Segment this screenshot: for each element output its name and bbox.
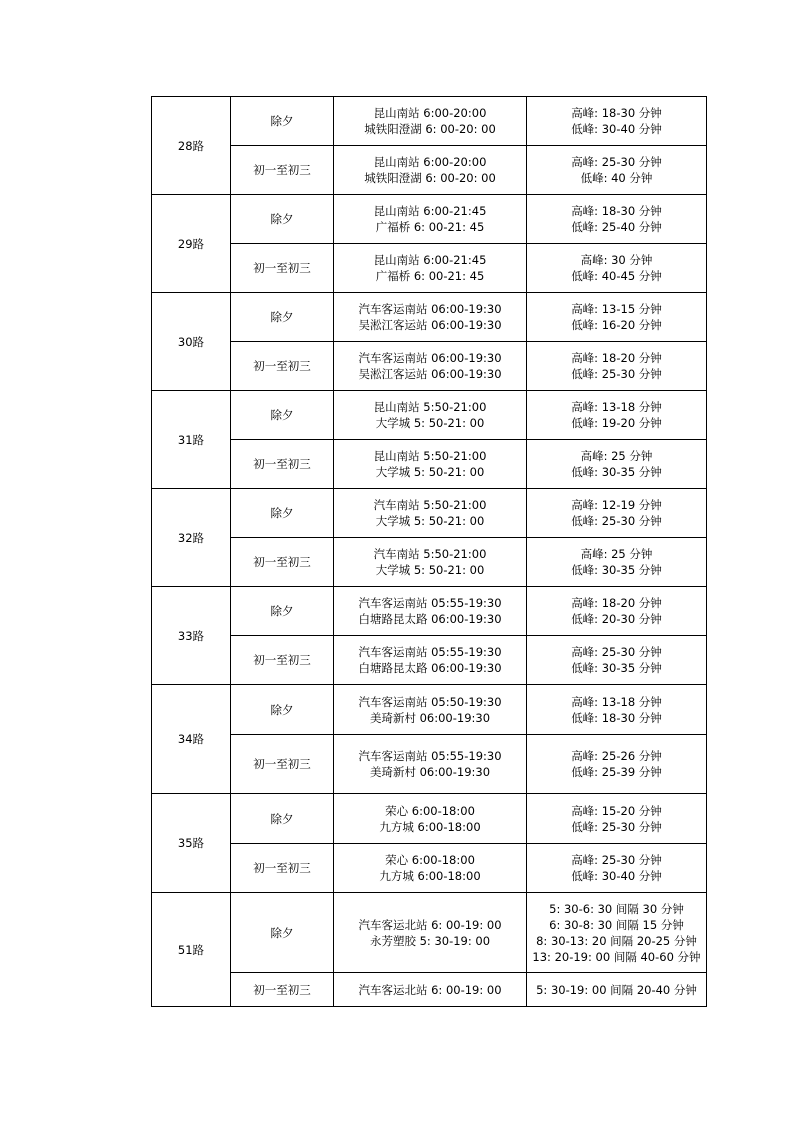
route-name-cell: 51路	[152, 893, 231, 1007]
period-cell: 初一至初三	[231, 973, 334, 1007]
headway-line: 低峰: 16-20 分钟	[571, 318, 662, 332]
headway-line: 低峰: 25-30 分钟	[571, 514, 662, 528]
headway-line: 高峰: 13-15 分钟	[571, 302, 662, 316]
schedule-row	[152, 440, 707, 489]
headway-line: 低峰: 19-20 分钟	[571, 416, 662, 430]
schedule-row	[152, 195, 707, 244]
headway-line: 8: 30-13: 20 间隔 20-25 分钟	[536, 933, 697, 948]
headway-line: 低峰: 30-35 分钟	[571, 465, 662, 479]
terminal-hours-cell	[334, 342, 527, 391]
terminal-hours-line: 汽车南站 5:50-21:00	[373, 547, 487, 561]
headway-line: 高峰: 25 分钟	[580, 547, 653, 561]
route-name-cell: 32路	[152, 489, 231, 587]
terminal-hours-cell	[334, 146, 527, 195]
terminal-hours-line: 汽车客运北站 6: 00-19: 00	[358, 982, 502, 997]
headway-line: 低峰: 40 分钟	[580, 171, 653, 185]
route-name-cell: 33路	[152, 587, 231, 685]
headway-line: 低峰: 18-30 分钟	[571, 710, 662, 725]
headway-cell	[527, 636, 707, 685]
schedule-body	[152, 97, 707, 1007]
terminal-hours-line: 昆山南站 6:00-20:00	[373, 155, 487, 169]
terminal-hours-cell	[334, 489, 527, 538]
headway-line: 低峰: 20-30 分钟	[571, 612, 662, 626]
terminal-hours-line: 汽车客运南站 06:00-19:30	[358, 351, 502, 365]
terminal-hours-line: 昆山南站 5:50-21:00	[373, 400, 487, 414]
period-cell: 除夕	[231, 293, 334, 342]
terminal-hours-line: 汽车客运南站 06:00-19:30	[358, 302, 502, 316]
route-name-cell: 29路	[152, 195, 231, 293]
schedule-row	[152, 146, 707, 195]
terminal-hours-line: 吴淞江客运站 06:00-19:30	[358, 318, 502, 332]
headway-cell	[527, 293, 707, 342]
headway-cell	[527, 391, 707, 440]
headway-cell	[527, 794, 707, 844]
headway-line: 5: 30-19: 00 间隔 20-40 分钟	[536, 982, 697, 997]
period-cell: 初一至初三	[231, 538, 334, 587]
terminal-hours-line: 大学城 5: 50-21: 00	[375, 465, 485, 479]
headway-cell	[527, 735, 707, 794]
headway-line: 高峰: 12-19 分钟	[571, 498, 662, 512]
period-cell: 除夕	[231, 893, 334, 973]
period-cell: 除夕	[231, 794, 334, 844]
terminal-hours-cell	[334, 97, 527, 146]
headway-line: 高峰: 15-20 分钟	[571, 803, 662, 818]
schedule-row	[152, 293, 707, 342]
route-name-cell: 35路	[152, 794, 231, 893]
terminal-hours-line: 昆山南站 6:00-21:45	[373, 204, 487, 218]
headway-line: 高峰: 30 分钟	[580, 253, 653, 267]
period-cell: 除夕	[231, 587, 334, 636]
headway-cell	[527, 97, 707, 146]
terminal-hours-cell	[334, 973, 527, 1007]
terminal-hours-cell	[334, 195, 527, 244]
headway-cell	[527, 844, 707, 893]
terminal-hours-line: 汽车客运南站 05:55-19:30	[358, 596, 502, 610]
terminal-hours-line: 大学城 5: 50-21: 00	[375, 416, 485, 430]
period-cell: 除夕	[231, 489, 334, 538]
schedule-row	[152, 97, 707, 146]
period-cell: 初一至初三	[231, 844, 334, 893]
headway-line: 低峰: 25-39 分钟	[571, 765, 662, 779]
period-cell: 初一至初三	[231, 440, 334, 489]
schedule-row	[152, 489, 707, 538]
schedule-row	[152, 794, 707, 844]
schedule-row	[152, 893, 707, 973]
headway-line: 低峰: 30-35 分钟	[571, 563, 662, 577]
headway-line: 低峰: 25-30 分钟	[571, 819, 662, 834]
schedule-row	[152, 391, 707, 440]
terminal-hours-line: 荣心 6:00-18:00	[385, 853, 475, 867]
headway-cell	[527, 342, 707, 391]
terminal-hours-line: 昆山南站 5:50-21:00	[373, 449, 487, 463]
schedule-row	[152, 735, 707, 794]
terminal-hours-line: 大学城 5: 50-21: 00	[375, 563, 485, 577]
headway-cell	[527, 893, 707, 973]
terminal-hours-line: 汽车客运南站 05:55-19:30	[358, 645, 502, 659]
headway-line: 高峰: 25-30 分钟	[571, 155, 662, 169]
terminal-hours-line: 美琦新村 06:00-19:30	[369, 710, 491, 725]
headway-line: 低峰: 30-40 分钟	[571, 869, 662, 883]
schedule-row	[152, 973, 707, 1007]
schedule-row	[152, 685, 707, 735]
terminal-hours-line: 广福桥 6: 00-21: 45	[375, 220, 485, 234]
terminal-hours-line: 永芳塑胶 5: 30-19: 00	[369, 933, 491, 948]
period-cell: 除夕	[231, 685, 334, 735]
terminal-hours-cell	[334, 794, 527, 844]
headway-cell	[527, 244, 707, 293]
headway-cell	[527, 440, 707, 489]
terminal-hours-line: 美琦新村 06:00-19:30	[369, 765, 491, 779]
schedule-row	[152, 342, 707, 391]
terminal-hours-line: 白塘路昆太路 06:00-19:30	[358, 612, 502, 626]
period-cell: 除夕	[231, 97, 334, 146]
schedule-row	[152, 244, 707, 293]
headway-line: 13: 20-19: 00 间隔 40-60 分钟	[532, 949, 701, 964]
schedule-row	[152, 538, 707, 587]
headway-line: 高峰: 25-30 分钟	[571, 645, 662, 659]
route-name-cell: 31路	[152, 391, 231, 489]
headway-line: 高峰: 13-18 分钟	[571, 400, 662, 414]
headway-line: 高峰: 18-20 分钟	[571, 351, 662, 365]
headway-line: 高峰: 25 分钟	[580, 449, 653, 463]
headway-line: 高峰: 18-30 分钟	[571, 106, 662, 120]
period-cell: 初一至初三	[231, 146, 334, 195]
terminal-hours-cell	[334, 293, 527, 342]
headway-line: 低峰: 40-45 分钟	[571, 269, 662, 283]
schedule-row	[152, 587, 707, 636]
schedule-row	[152, 844, 707, 893]
terminal-hours-line: 昆山南站 6:00-20:00	[373, 106, 487, 120]
headway-line: 5: 30-6: 30 间隔 30 分钟	[549, 901, 684, 916]
headway-cell	[527, 538, 707, 587]
terminal-hours-line: 昆山南站 6:00-21:45	[373, 253, 487, 267]
terminal-hours-cell	[334, 636, 527, 685]
route-name-cell: 34路	[152, 685, 231, 794]
terminal-hours-line: 白塘路昆太路 06:00-19:30	[358, 661, 502, 675]
terminal-hours-line: 汽车客运北站 6: 00-19: 00	[358, 917, 502, 932]
headway-line: 高峰: 18-30 分钟	[571, 204, 662, 218]
terminal-hours-line: 广福桥 6: 00-21: 45	[375, 269, 485, 283]
terminal-hours-line: 九方城 6:00-18:00	[379, 869, 481, 883]
terminal-hours-line: 九方城 6:00-18:00	[379, 819, 481, 834]
terminal-hours-cell	[334, 893, 527, 973]
terminal-hours-line: 荣心 6:00-18:00	[385, 803, 475, 818]
headway-cell	[527, 587, 707, 636]
terminal-hours-line: 城铁阳澄湖 6: 00-20: 00	[364, 122, 496, 136]
headway-cell	[527, 195, 707, 244]
terminal-hours-line: 汽车客运南站 05:50-19:30	[358, 694, 502, 709]
route-name-cell: 28路	[152, 97, 231, 195]
terminal-hours-cell	[334, 391, 527, 440]
period-cell: 初一至初三	[231, 342, 334, 391]
headway-line: 低峰: 25-40 分钟	[571, 220, 662, 234]
terminal-hours-cell	[334, 538, 527, 587]
headway-line: 高峰: 18-20 分钟	[571, 596, 662, 610]
terminal-hours-line: 吴淞江客运站 06:00-19:30	[358, 367, 502, 381]
route-name-cell: 30路	[152, 293, 231, 391]
headway-cell	[527, 489, 707, 538]
terminal-hours-cell	[334, 844, 527, 893]
period-cell: 初一至初三	[231, 735, 334, 794]
period-cell: 除夕	[231, 391, 334, 440]
period-cell: 初一至初三	[231, 244, 334, 293]
headway-line: 高峰: 25-26 分钟	[571, 749, 662, 763]
headway-cell	[527, 146, 707, 195]
headway-cell	[527, 685, 707, 735]
headway-line: 低峰: 30-35 分钟	[571, 661, 662, 675]
terminal-hours-line: 城铁阳澄湖 6: 00-20: 00	[364, 171, 496, 185]
headway-line: 低峰: 30-40 分钟	[571, 122, 662, 136]
period-cell: 除夕	[231, 195, 334, 244]
terminal-hours-line: 汽车客运南站 05:55-19:30	[358, 749, 502, 763]
terminal-hours-cell	[334, 685, 527, 735]
headway-line: 低峰: 25-30 分钟	[571, 367, 662, 381]
terminal-hours-cell	[334, 735, 527, 794]
headway-line: 6: 30-8: 30 间隔 15 分钟	[549, 917, 684, 932]
headway-line: 高峰: 13-18 分钟	[571, 694, 662, 709]
period-cell: 初一至初三	[231, 636, 334, 685]
terminal-hours-cell	[334, 587, 527, 636]
schedule-row	[152, 636, 707, 685]
terminal-hours-line: 汽车南站 5:50-21:00	[373, 498, 487, 512]
bus-schedule-table	[151, 96, 707, 1007]
terminal-hours-cell	[334, 244, 527, 293]
terminal-hours-cell	[334, 440, 527, 489]
headway-line: 高峰: 25-30 分钟	[571, 853, 662, 867]
headway-cell	[527, 973, 707, 1007]
terminal-hours-line: 大学城 5: 50-21: 00	[375, 514, 485, 528]
